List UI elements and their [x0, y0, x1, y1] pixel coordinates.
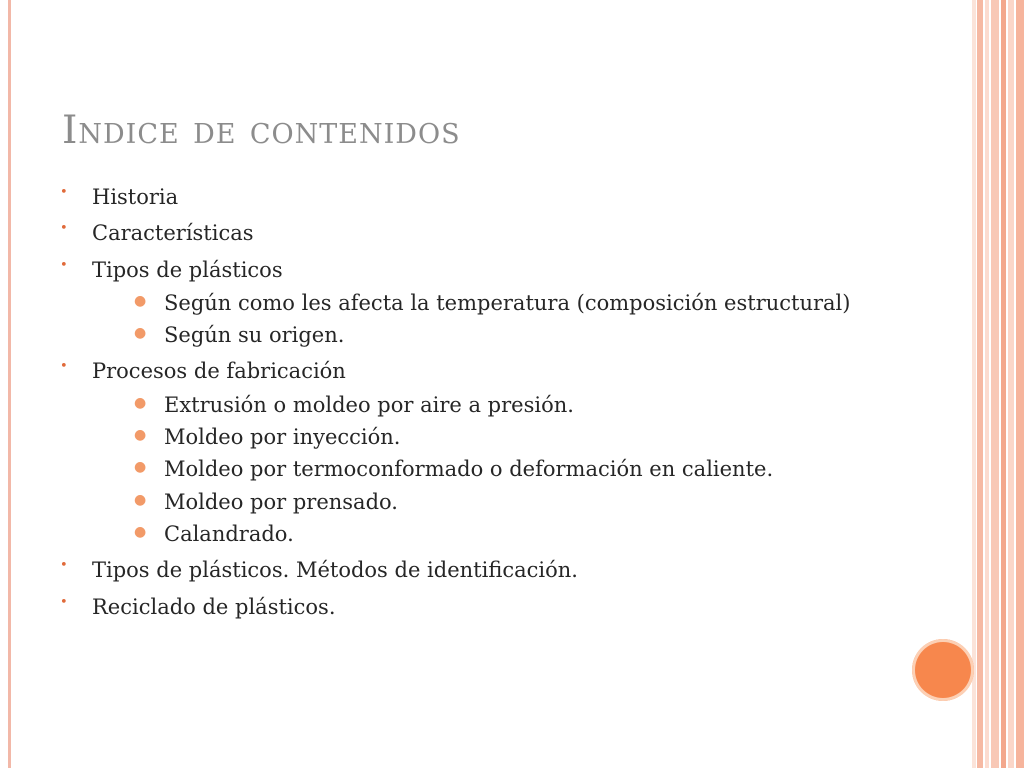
toc-subitem-label: Moldeo por inyección. [164, 425, 401, 450]
toc-subitem [92, 392, 890, 419]
stripe [977, 0, 983, 768]
toc-item [60, 220, 890, 247]
slide-title: Indice de contenidos [62, 108, 461, 153]
toc-item-label: Tipos de plásticos [92, 257, 283, 282]
toc-subitem-label: Moldeo por termoconformado o deformación en caliente. [164, 457, 774, 482]
toc-sublist [92, 392, 890, 548]
right-decorative-stripes [972, 0, 1024, 768]
bullet-icon: • [60, 257, 68, 273]
toc-item-label: Reciclado de plásticos. [92, 594, 336, 619]
stripe [991, 0, 999, 768]
toc-list [60, 184, 890, 621]
toc-sublist [92, 290, 890, 350]
stripe [985, 0, 989, 768]
table-of-contents [60, 184, 890, 630]
toc-subitem [92, 489, 890, 516]
toc-subitem [92, 521, 890, 548]
toc-subitem-label: Extrusión o moldeo por aire a presión. [164, 392, 574, 417]
toc-item-label: Tipos de plásticos. Métodos de identificación. [92, 558, 578, 583]
toc-item [60, 358, 890, 548]
sub-bullet-icon: ● [134, 292, 147, 309]
bullet-icon: • [60, 185, 68, 200]
toc-item-label: Procesos de fabricación [92, 359, 346, 384]
bullet-icon: • [60, 359, 68, 375]
sub-bullet-icon: ● [134, 394, 147, 411]
sub-bullet-icon: ● [134, 523, 147, 540]
sub-bullet-icon: ● [134, 427, 147, 444]
toc-subitem [92, 290, 890, 317]
toc-subitem-label: Calandrado. [164, 521, 294, 546]
sub-bullet-icon: ● [134, 459, 147, 476]
stripe [1016, 0, 1024, 768]
toc-item [60, 594, 890, 621]
toc-subitem-label: Moldeo por prensado. [164, 489, 398, 514]
toc-subitem [92, 322, 890, 349]
toc-subitem-label: Según su origen. [164, 323, 345, 348]
sub-bullet-icon: ● [134, 491, 147, 508]
toc-subitem [92, 456, 890, 483]
toc-item-label: Historia [92, 185, 179, 209]
bullet-icon: • [60, 558, 68, 574]
toc-item [60, 257, 890, 350]
stripe [1008, 0, 1014, 768]
toc-subitem [92, 424, 890, 451]
stripe [1001, 0, 1006, 768]
bullet-icon: • [60, 594, 68, 610]
toc-item [60, 184, 890, 211]
toc-item-label: Características [92, 221, 254, 246]
toc-subitem-label: Según como les afecta la temperatura (composición estructural) [164, 290, 851, 315]
toc-item [60, 557, 890, 584]
bullet-icon: • [60, 221, 68, 237]
sub-bullet-icon: ● [134, 325, 147, 342]
left-border-line [8, 0, 11, 768]
stripe [972, 0, 976, 768]
decorative-orb-icon [912, 639, 974, 701]
